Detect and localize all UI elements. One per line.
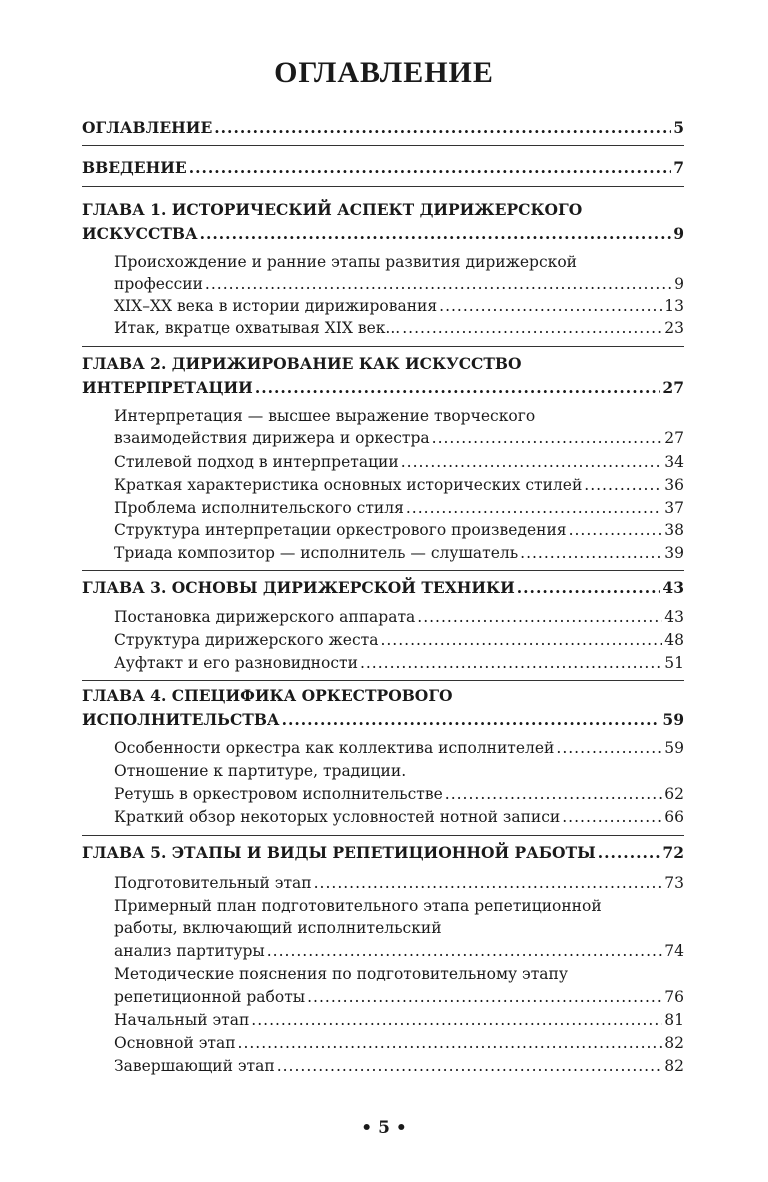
- toc-entry-title: Итак, вкратце охватывая XIX век...: [114, 319, 401, 337]
- toc-subentry[interactable]: [114, 737, 684, 759]
- dot-leader: [267, 940, 663, 962]
- toc-entry-title: Интерпретация — высшее выражение творческого: [114, 407, 536, 425]
- toc-entry-title: ГЛАВА 4. СПЕЦИФИКА ОРКЕСТРОВОГО: [82, 686, 453, 705]
- toc-chapter-1[interactable]: [82, 223, 684, 245]
- toc-subentry[interactable]: [114, 806, 684, 828]
- dot-leader: [517, 577, 661, 599]
- dot-leader: [598, 842, 661, 864]
- toc-entry-title: Примерный план подготовительного этапа репетиционной: [114, 897, 602, 915]
- section-divider: [82, 346, 684, 347]
- toc-chapter-3[interactable]: [82, 577, 684, 599]
- toc-page-number: 9: [674, 275, 684, 293]
- toc-page-number: 23: [664, 319, 684, 337]
- toc-page-number: 34: [664, 453, 684, 471]
- dot-leader: [214, 117, 671, 139]
- dot-leader: [439, 295, 662, 317]
- toc-subentry[interactable]: [114, 542, 684, 564]
- toc-subentry[interactable]: [114, 963, 684, 985]
- toc-entry-title: Ретушь в оркестровом исполнительстве: [114, 785, 443, 803]
- toc-entry-title: Основной этап: [114, 1034, 236, 1052]
- toc-subentry[interactable]: [114, 1055, 684, 1077]
- toc-entry-title: Методические пояснения по подготовительному этапу: [114, 965, 568, 983]
- section-divider: [82, 680, 684, 681]
- toc-page-number: 76: [664, 988, 684, 1006]
- toc-subentry[interactable]: [114, 474, 684, 496]
- dot-leader: [238, 1032, 663, 1054]
- toc-page-number: 51: [664, 654, 684, 672]
- section-divider: [82, 186, 684, 187]
- toc-entry-title: Завершающий этап: [114, 1057, 275, 1075]
- toc-subentry[interactable]: [114, 497, 684, 519]
- toc-page-number: 36: [664, 476, 684, 494]
- toc-subentry[interactable]: [114, 783, 684, 805]
- dot-leader: [569, 519, 663, 541]
- toc-entry-title: Стилевой подход в интерпретации: [114, 453, 399, 471]
- toc-subentry[interactable]: [114, 317, 684, 339]
- toc-page-number: 9: [673, 224, 684, 243]
- toc-entry-title: взаимодействия дирижера и оркестра: [114, 429, 430, 447]
- toc-subentry[interactable]: [114, 629, 684, 651]
- dot-leader: [406, 497, 662, 519]
- toc-page-number: 27: [664, 429, 684, 447]
- toc-page-number: 62: [664, 785, 684, 803]
- toc-entry-title: Особенности оркестра как коллектива исполнителей: [114, 739, 555, 757]
- toc-chapter-1-title[interactable]: [82, 199, 684, 221]
- toc-entry-title: ГЛАВА 1. ИСТОРИЧЕСКИЙ АСПЕКТ ДИРИЖЕРСКОГО: [82, 200, 583, 219]
- toc-page-number: 48: [664, 631, 684, 649]
- toc-page-number: 81: [664, 1011, 684, 1029]
- toc-page-number: 43: [664, 608, 684, 626]
- dot-leader: [584, 474, 662, 496]
- toc-page-number: 82: [664, 1057, 684, 1075]
- toc-page-number: 66: [664, 808, 684, 826]
- toc-entry-title: Триада композитор — исполнитель — слушатель: [114, 544, 519, 562]
- section-divider: [82, 570, 684, 571]
- toc-chapter-5[interactable]: [82, 842, 684, 864]
- toc-entry-title: ГЛАВА 2. ДИРИЖИРОВАНИЕ КАК ИСКУССТВО: [82, 354, 522, 373]
- toc-subentry[interactable]: [114, 872, 684, 894]
- toc-page-number: 59: [662, 710, 684, 729]
- toc-entry-title: работы, включающий исполнительский: [114, 919, 442, 937]
- dot-leader: [205, 273, 672, 295]
- dot-leader: [380, 629, 662, 651]
- toc-entry-title: ГЛАВА 5. ЭТАПЫ И ВИДЫ РЕПЕТИЦИОННОЙ РАБОТЫ: [82, 843, 596, 862]
- dot-leader: [445, 783, 663, 805]
- toc-subentry[interactable]: [114, 427, 684, 449]
- toc-subentry[interactable]: [114, 986, 684, 1008]
- toc-entry-title: ВВЕДЕНИЕ: [82, 158, 187, 177]
- toc-entry-title: ОГЛАВЛЕНИЕ: [82, 118, 213, 137]
- toc-page-number: 59: [664, 739, 684, 757]
- toc-page-number: 7: [673, 158, 684, 177]
- dot-leader: [520, 542, 662, 564]
- toc-subentry[interactable]: [114, 519, 684, 541]
- toc-page-number: 38: [664, 521, 684, 539]
- toc-subentry[interactable]: [114, 652, 684, 674]
- toc-entry-title: ИСКУССТВА: [82, 224, 198, 243]
- toc-entry-contents[interactable]: [82, 117, 684, 139]
- toc-page-number: 74: [664, 942, 684, 960]
- toc-page-number: 73: [664, 874, 684, 892]
- toc-entry-introduction[interactable]: [82, 157, 684, 179]
- toc-entry-title: ГЛАВА 3. ОСНОВЫ ДИРИЖЕРСКОЙ ТЕХНИКИ: [82, 578, 515, 597]
- dot-leader: [189, 157, 671, 179]
- toc-entry-title: профессии: [114, 275, 203, 293]
- dot-leader: [200, 223, 672, 245]
- toc-entry-title: Проблема исполнительского стиля: [114, 499, 404, 517]
- toc-page-number: 82: [664, 1034, 684, 1052]
- toc-subentry[interactable]: [114, 273, 684, 295]
- toc-entry-title: ИСПОЛНИТЕЛЬСТВА: [82, 710, 280, 729]
- toc-page-number: 72: [662, 843, 684, 862]
- dot-leader: [255, 377, 661, 399]
- toc-subentry[interactable]: [114, 1032, 684, 1054]
- dot-leader: [562, 806, 662, 828]
- dot-leader: [282, 709, 661, 731]
- toc-subentry[interactable]: [114, 1009, 684, 1031]
- dot-leader: [432, 427, 663, 449]
- toc-entry-title: анализ партитуры: [114, 942, 265, 960]
- dot-leader: [314, 872, 663, 894]
- toc-entry-title: репетиционной работы: [114, 988, 306, 1006]
- page-number-footer: • 5 •: [361, 1118, 407, 1138]
- toc-subentry[interactable]: [114, 405, 684, 427]
- toc-subentry[interactable]: [114, 451, 684, 473]
- toc-chapter-4[interactable]: [82, 709, 684, 731]
- toc-subentry[interactable]: [114, 251, 684, 273]
- dot-leader: [307, 986, 662, 1008]
- toc-entry-title: Происхождение и ранние этапы развития дирижерской: [114, 253, 577, 271]
- dot-leader: [251, 1009, 662, 1031]
- toc-page-number: 13: [664, 297, 684, 315]
- dot-leader: [401, 451, 663, 473]
- section-divider: [82, 145, 684, 146]
- toc-entry-title: ИНТЕРПРЕТАЦИИ: [82, 378, 253, 397]
- toc-page-number: 37: [664, 499, 684, 517]
- toc-page-number: 39: [664, 544, 684, 562]
- dot-leader: [277, 1055, 663, 1077]
- toc-chapter-2-title[interactable]: [82, 353, 684, 375]
- dot-leader: [402, 317, 662, 339]
- toc-subentry[interactable]: [114, 940, 684, 962]
- toc-entry-title: Ауфтакт и его разновидности: [114, 654, 358, 672]
- toc-entry-title: XIX–XX века в истории дирижирования: [114, 297, 438, 315]
- toc-entry-title: Структура дирижерского жеста: [114, 631, 379, 649]
- dot-leader: [360, 652, 662, 674]
- toc-chapter-4-title[interactable]: [82, 685, 684, 707]
- toc-entry-title: Начальный этап: [114, 1011, 250, 1029]
- dot-leader: [556, 737, 662, 759]
- toc-entry-title: Краткая характеристика основных исторических стилей: [114, 476, 583, 494]
- page-title: ОГЛАВЛЕНИЕ: [274, 56, 494, 89]
- section-divider: [82, 835, 684, 836]
- toc-subentry[interactable]: [114, 295, 684, 317]
- toc-subentry[interactable]: [114, 917, 684, 939]
- toc-subentry[interactable]: [114, 895, 684, 917]
- toc-subentry[interactable]: [114, 760, 684, 782]
- toc-entry-title: Структура интерпретации оркестрового произведения: [114, 521, 567, 539]
- toc-entry-title: Отношение к партитуре, традиции.: [114, 762, 407, 780]
- dot-leader: [417, 606, 662, 628]
- toc-entry-title: Постановка дирижерского аппарата: [114, 608, 416, 626]
- toc-page-number: 5: [673, 118, 684, 137]
- toc-subentry[interactable]: [114, 606, 684, 628]
- toc-entry-title: Краткий обзор некоторых условностей нотной записи: [114, 808, 561, 826]
- toc-chapter-2[interactable]: [82, 377, 684, 399]
- toc-page-number: 27: [662, 378, 684, 397]
- toc-page-number: 43: [662, 578, 684, 597]
- toc-entry-title: Подготовительный этап: [114, 874, 312, 892]
